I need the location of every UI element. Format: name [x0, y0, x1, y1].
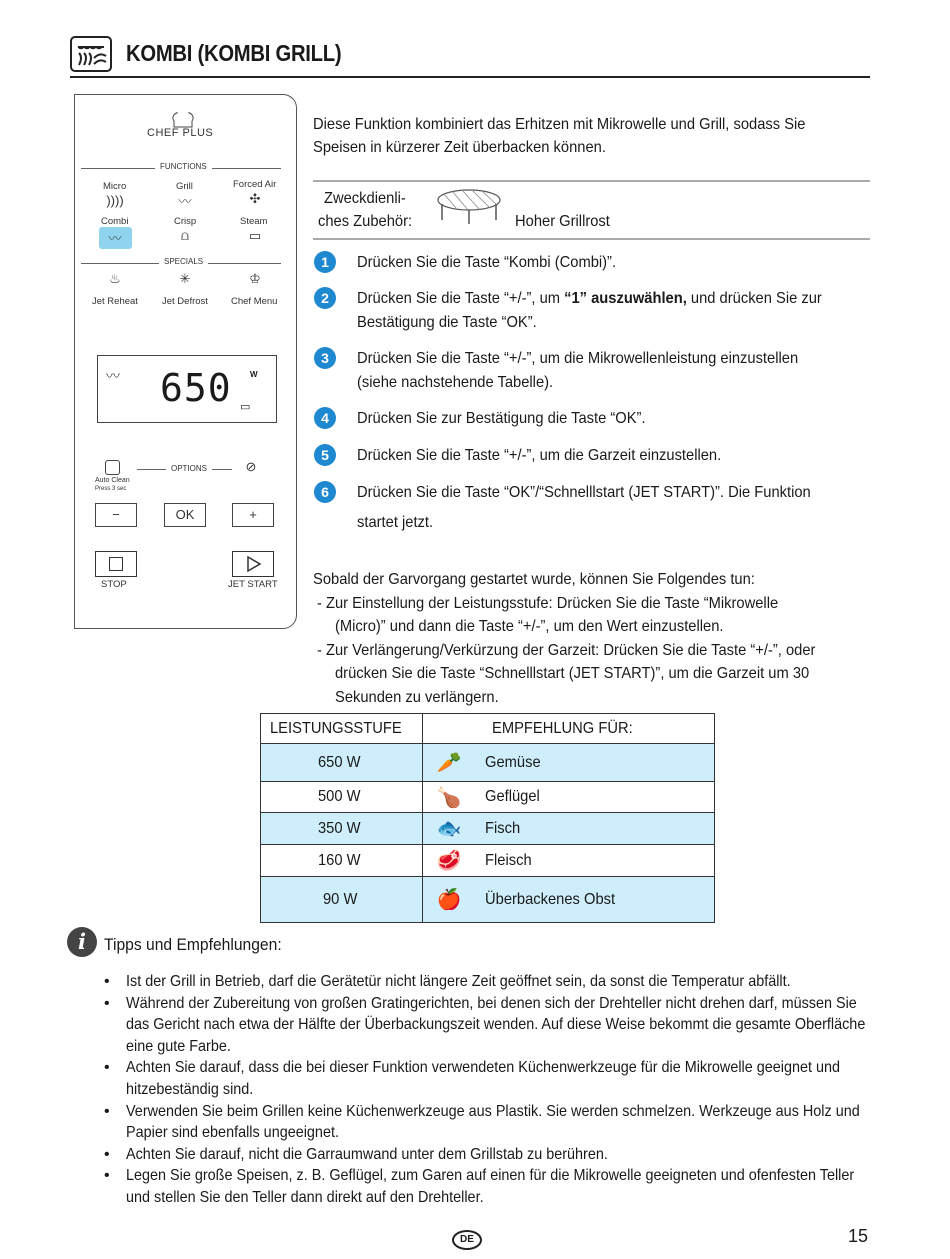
food-label: Überbackenes Obst — [485, 890, 616, 908]
intro-line-2: Speisen in kürzerer Zeit überbacken können. — [313, 139, 606, 156]
table-row — [261, 744, 715, 782]
grill-icon: 〰 — [178, 194, 192, 209]
stop-button[interactable] — [95, 551, 137, 577]
function-crisp-label: Crisp — [174, 216, 197, 227]
table-row — [261, 813, 715, 845]
accessory-rule-top — [313, 180, 870, 182]
step-2-text-line-2: Bestätigung die Taste “OK”. — [357, 314, 537, 331]
step-5-text: Drücken Sie die Taste “+/-”, um die Garzeit einzustellen. — [357, 447, 722, 464]
step-3-text: Drücken Sie die Taste “+/-”, um die Mikrowellenleistung einzustellen — [357, 350, 799, 367]
tips-list — [104, 971, 924, 1209]
minus-button[interactable]: − — [95, 503, 137, 527]
list-item: • Verwenden Sie beim Grillen keine Küchenwerkzeuge aus Plastik. Sie werden schmelzen. Werkzeuge aus Holz und Papier sind ebenfalls ungeeignet. — [104, 1101, 924, 1144]
recommendation-cell — [423, 744, 715, 782]
tips-heading: Tipps und Empfehlungen: — [104, 935, 282, 954]
food-label: Geflügel — [485, 788, 540, 805]
steam-icon: ▭ — [248, 228, 262, 243]
plus-button[interactable]: + — [232, 503, 274, 527]
functions-label: FUNCTIONS — [155, 162, 212, 171]
power-value: 650 W — [261, 744, 423, 782]
lcd-display — [97, 355, 277, 423]
function-grill-label: Grill — [176, 181, 193, 192]
step-6-text: Drücken Sie die Taste “OK”/“Schnelllstart (JET START)”. Die Funktion — [357, 484, 811, 501]
intro-line-1: Diese Funktion kombiniert das Erhitzen mit Mikrowelle und Grill, sodass Sie — [313, 116, 806, 133]
table-row — [261, 845, 715, 877]
power-table — [260, 713, 715, 923]
food-label: Fleisch — [485, 851, 532, 869]
power-value: 160 W — [261, 845, 423, 877]
step-2-number: 2 — [314, 287, 336, 309]
after-intro: Sobald der Garvorgang gestartet wurde, können Sie Folgendes tun: — [313, 571, 755, 588]
jet-defrost-icon: ✳ — [179, 271, 191, 286]
list-item: • Legen Sie große Speisen, z. B. Geflügel, zum Garen auf einen für die Mikrowelle geeigneten und ofenfesten Teller und stellen Sie den Teller dann direkt auf den Drehteller. — [104, 1165, 924, 1208]
eco-off-icon: ⊘ — [245, 459, 257, 474]
micro-icon: )))) — [106, 193, 124, 208]
language-badge: DE — [452, 1230, 482, 1250]
step-3-number: 3 — [314, 347, 336, 369]
step-1-number: 1 — [314, 251, 336, 273]
title-rule — [70, 76, 870, 78]
power-value: 350 W — [261, 813, 423, 845]
combi-icon: 〰 — [108, 231, 122, 246]
display-unit: W — [250, 370, 258, 379]
after-bullet-2-line-3: Sekunden zu verlängern. — [335, 689, 499, 706]
step-6-number: 6 — [314, 481, 336, 503]
page-number: 15 — [848, 1226, 869, 1246]
list-item: • Ist der Grill in Betrieb, darf die Gerätetür nicht längere Zeit geöffnet sein, da sonst die Temperatur abfällt. — [104, 971, 924, 993]
auto-clean-label: Auto Clean — [95, 477, 130, 484]
col-power-header: LEISTUNGSSTUFE — [261, 714, 423, 744]
list-item: • Achten Sie darauf, dass die bei dieser Funktion verwendeten Küchenwerkzeuge für die Mikrowelle geeignet und hitzebeständig sind. — [104, 1057, 924, 1100]
list-item: • Achten Sie darauf, nicht die Garraumwand unter dem Grillstab zu berühren. — [104, 1144, 924, 1166]
step-2-text: Drücken Sie die Taste “+/-”, um “1” auszuwählen, und drücken Sie zur — [357, 290, 822, 307]
recommendation-cell — [423, 845, 715, 877]
jet-start-label: JET START — [228, 579, 278, 590]
info-icon: i — [67, 927, 97, 957]
recommendation-cell — [423, 813, 715, 845]
step-1-text: Drücken Sie die Taste “Kombi (Combi)”. — [357, 254, 617, 271]
fan-icon: ✣ — [249, 191, 261, 206]
jet-start-button[interactable] — [232, 551, 274, 577]
accessory-label-2: ches Zubehör: — [318, 213, 413, 230]
list-item: • Während der Zubereitung von großen Gratingerichten, bei denen sich der Drehteller nicht drehen darf, müssen Sie das Gericht nach etwa der Hälfte der Überbackungszeit wenden. Auf diese Weise bekommt die gesamte Oberfläche eine gute Farbe. — [104, 993, 924, 1058]
food-label: Fisch — [485, 819, 521, 837]
apple-icon: 🍎 — [436, 889, 462, 911]
carrot-icon: 🥕 — [436, 752, 462, 774]
auto-clean-icon — [105, 460, 120, 475]
function-micro-label: Micro — [103, 181, 127, 192]
function-steam-label: Steam — [240, 216, 268, 227]
control-panel — [74, 94, 297, 629]
power-value: 500 W — [261, 782, 423, 813]
accessory-name: Hoher Grillrost — [515, 213, 610, 230]
press-hint: Press 3 sec — [95, 486, 127, 492]
meat-icon: 🥩 — [436, 850, 462, 872]
accessory-rule-bottom — [313, 238, 870, 240]
stop-icon — [109, 557, 123, 571]
jet-reheat-icon: ♨ — [109, 271, 121, 286]
options-label: OPTIONS — [166, 464, 212, 473]
accessory-label-1: Zweckdienli- — [324, 190, 406, 207]
function-combi-label: Combi — [101, 216, 129, 227]
special-jet-defrost-label: Jet Defrost — [162, 296, 208, 307]
step-4-text: Drücken Sie zur Bestätigung die Taste “OK”. — [357, 410, 646, 427]
table-row — [261, 782, 715, 813]
special-jet-reheat-label: Jet Reheat — [92, 296, 138, 307]
crisp-icon: ⩍ — [180, 228, 190, 243]
display-combi-icon: 〰 — [106, 368, 120, 384]
food-label: Gemüse — [485, 753, 541, 771]
step-3-text-line-2: (siehe nachstehende Tabelle). — [357, 374, 554, 391]
chef-menu-icon: ♔ — [249, 271, 261, 286]
chef-hat-icon — [169, 112, 197, 130]
specials-label: SPECIALS — [159, 257, 208, 266]
table-header-row — [261, 714, 715, 744]
after-bullet-1-line-1: - Zur Einstellung der Leistungsstufe: Drücken Sie die Taste “Mikrowelle — [317, 595, 779, 612]
display-value: 650 — [160, 366, 232, 410]
stop-label: STOP — [101, 579, 127, 590]
table-row — [261, 877, 715, 923]
ok-button[interactable]: OK — [164, 503, 206, 527]
special-chef-menu-label: Chef Menu — [231, 296, 278, 307]
after-bullet-2-line-2: drücken Sie die Taste “Schnelllstart (JET START)”, um die Garzeit um 30 — [335, 665, 810, 682]
recommendation-cell — [423, 877, 715, 923]
step-5-number: 5 — [314, 444, 336, 466]
grill-rack-icon — [436, 186, 504, 228]
function-forced-air-label: Forced Air — [233, 179, 277, 190]
play-icon — [233, 552, 273, 576]
page-title: KOMBI (KOMBI GRILL) — [126, 40, 342, 66]
after-bullet-2-line-1: - Zur Verlängerung/Verkürzung der Garzeit: Drücken Sie die Taste “+/-”, oder — [317, 642, 816, 659]
display-steam-icon: ▭ — [240, 401, 251, 413]
step-6-text-line-2: startet jetzt. — [357, 514, 434, 531]
fish-icon: 🐟 — [436, 818, 462, 840]
chicken-icon: 🍗 — [436, 786, 462, 809]
step-4-number: 4 — [314, 407, 336, 429]
col-recommendation-header: EMPFEHLUNG FÜR: — [423, 714, 715, 744]
chef-plus-logo: CHEF PLUS — [147, 127, 214, 139]
recommendation-cell — [423, 782, 715, 813]
power-value: 90 W — [261, 877, 423, 923]
after-bullet-1-line-2: (Micro)” und dann die Taste “+/-”, um den Wert einzustellen. — [335, 618, 724, 635]
combi-grill-icon — [70, 36, 112, 72]
